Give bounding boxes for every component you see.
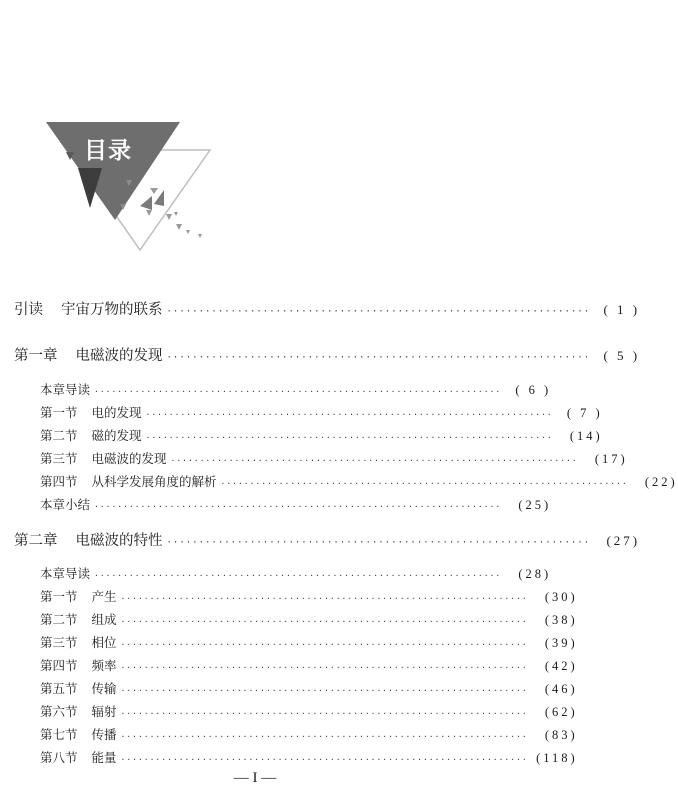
entry-title: 传输 bbox=[91, 681, 117, 696]
page-number: (38) bbox=[544, 613, 578, 627]
toc-entry[interactable] bbox=[40, 610, 578, 628]
leader-dots: ······································································ bbox=[145, 433, 553, 442]
toc-logo-graphic bbox=[40, 110, 220, 250]
toc-entry[interactable] bbox=[40, 748, 578, 766]
leader-dots: ······································································ bbox=[120, 617, 528, 626]
page-number: (118) bbox=[536, 751, 578, 765]
leader-dots: ······································································ bbox=[94, 571, 502, 580]
page-number: (22) bbox=[644, 475, 678, 489]
leader-dots: ······································································ bbox=[120, 640, 528, 649]
leader-dots: ······································································ bbox=[120, 594, 528, 603]
toc-entry[interactable] bbox=[40, 403, 603, 421]
toc-entry-chapter-2[interactable] bbox=[14, 529, 641, 550]
page-number: (17) bbox=[594, 452, 628, 466]
entry-label: 第二章 bbox=[14, 533, 58, 549]
entry-title: 电磁波的发现 bbox=[75, 348, 163, 364]
toc-heading: 目录 bbox=[84, 138, 132, 164]
leader-dots: ······································································ bbox=[120, 663, 528, 672]
entry-title: 辐射 bbox=[91, 704, 117, 719]
page-number: (28) bbox=[518, 567, 552, 581]
entry-label: 本章导读 bbox=[40, 382, 91, 397]
leader-dots: ······································································ bbox=[120, 755, 528, 764]
toc-entry[interactable] bbox=[40, 656, 578, 674]
entry-label: 第三节 bbox=[40, 635, 78, 650]
toc-entry-chapter-1[interactable] bbox=[14, 344, 641, 365]
entry-title: 电磁波的特性 bbox=[75, 533, 163, 549]
footer-page-number: — I — bbox=[233, 770, 277, 786]
leader-dots: ······································································ bbox=[94, 502, 502, 511]
entry-title: 产生 bbox=[91, 589, 117, 604]
entry-title: 传播 bbox=[91, 727, 117, 742]
leader-dots: ······································································ bbox=[120, 732, 528, 741]
entry-label: 第四节 bbox=[40, 474, 78, 489]
entry-title: 从科学发展角度的解析 bbox=[91, 474, 217, 489]
page-number: (83) bbox=[544, 728, 578, 742]
entry-title: 磁的发现 bbox=[91, 428, 142, 443]
page-number: (46) bbox=[544, 682, 578, 696]
page-number: (30) bbox=[544, 590, 578, 604]
page-number: (42) bbox=[544, 659, 578, 673]
leader-dots: ······································································ bbox=[94, 387, 502, 396]
page-number: (27) bbox=[606, 533, 641, 548]
entry-title: 电的发现 bbox=[91, 405, 142, 420]
entry-title: 能量 bbox=[91, 750, 117, 765]
toc-entry[interactable] bbox=[40, 472, 678, 490]
entry-label: 本章小结 bbox=[40, 497, 91, 512]
entry-title: 组成 bbox=[91, 612, 117, 627]
entry-label: 第三节 bbox=[40, 451, 78, 466]
page-number: ( 6 ) bbox=[515, 383, 552, 397]
entry-label: 第一章 bbox=[14, 348, 58, 364]
entry-label: 第四节 bbox=[40, 658, 78, 673]
entry-label: 第一节 bbox=[40, 405, 78, 420]
page-number: ( 7 ) bbox=[566, 406, 603, 420]
page-number: (62) bbox=[544, 705, 578, 719]
entry-title: 频率 bbox=[91, 658, 117, 673]
leader-dots: ······································································ bbox=[120, 686, 528, 695]
entry-label: 第二节 bbox=[40, 612, 78, 627]
page-number: (25) bbox=[518, 498, 552, 512]
entry-title: 宇宙万物的联系 bbox=[61, 302, 163, 318]
entry-label: 本章导读 bbox=[40, 566, 91, 581]
page-number: ( 5 ) bbox=[603, 348, 641, 363]
toc-entry[interactable] bbox=[40, 564, 552, 582]
toc-entry[interactable] bbox=[40, 633, 578, 651]
entry-title: 电磁波的发现 bbox=[91, 451, 167, 466]
entry-title: 相位 bbox=[91, 635, 117, 650]
leader-dots: ·································································· bbox=[166, 307, 591, 317]
leader-dots: ······································································ bbox=[170, 456, 578, 465]
entry-label: 第五节 bbox=[40, 681, 78, 696]
toc-entry[interactable] bbox=[40, 380, 552, 398]
toc-entry[interactable] bbox=[40, 495, 552, 513]
entry-label: 第七节 bbox=[40, 727, 78, 742]
page-number: (39) bbox=[544, 636, 578, 650]
page-number: ( 1 ) bbox=[603, 302, 641, 317]
entry-label: 引读 bbox=[14, 302, 43, 318]
leader-dots: ······································································ bbox=[220, 479, 628, 488]
toc-entry[interactable] bbox=[40, 587, 578, 605]
entry-label: 第八节 bbox=[40, 750, 78, 765]
entry-label: 第一节 bbox=[40, 589, 78, 604]
leader-dots: ······································································ bbox=[145, 410, 553, 419]
toc-entry[interactable] bbox=[40, 702, 578, 720]
leader-dots: ·································································· bbox=[166, 353, 591, 363]
toc-entry[interactable] bbox=[40, 679, 578, 697]
page-number: (14) bbox=[569, 429, 603, 443]
toc-entry[interactable] bbox=[40, 426, 603, 444]
entry-label: 第二节 bbox=[40, 428, 78, 443]
toc-entry[interactable] bbox=[40, 449, 628, 467]
toc-entry-intro[interactable] bbox=[14, 298, 641, 319]
leader-dots: ······································································ bbox=[120, 709, 528, 718]
entry-label: 第六节 bbox=[40, 704, 78, 719]
toc-entry[interactable] bbox=[40, 725, 578, 743]
leader-dots: ·································································· bbox=[166, 538, 591, 548]
